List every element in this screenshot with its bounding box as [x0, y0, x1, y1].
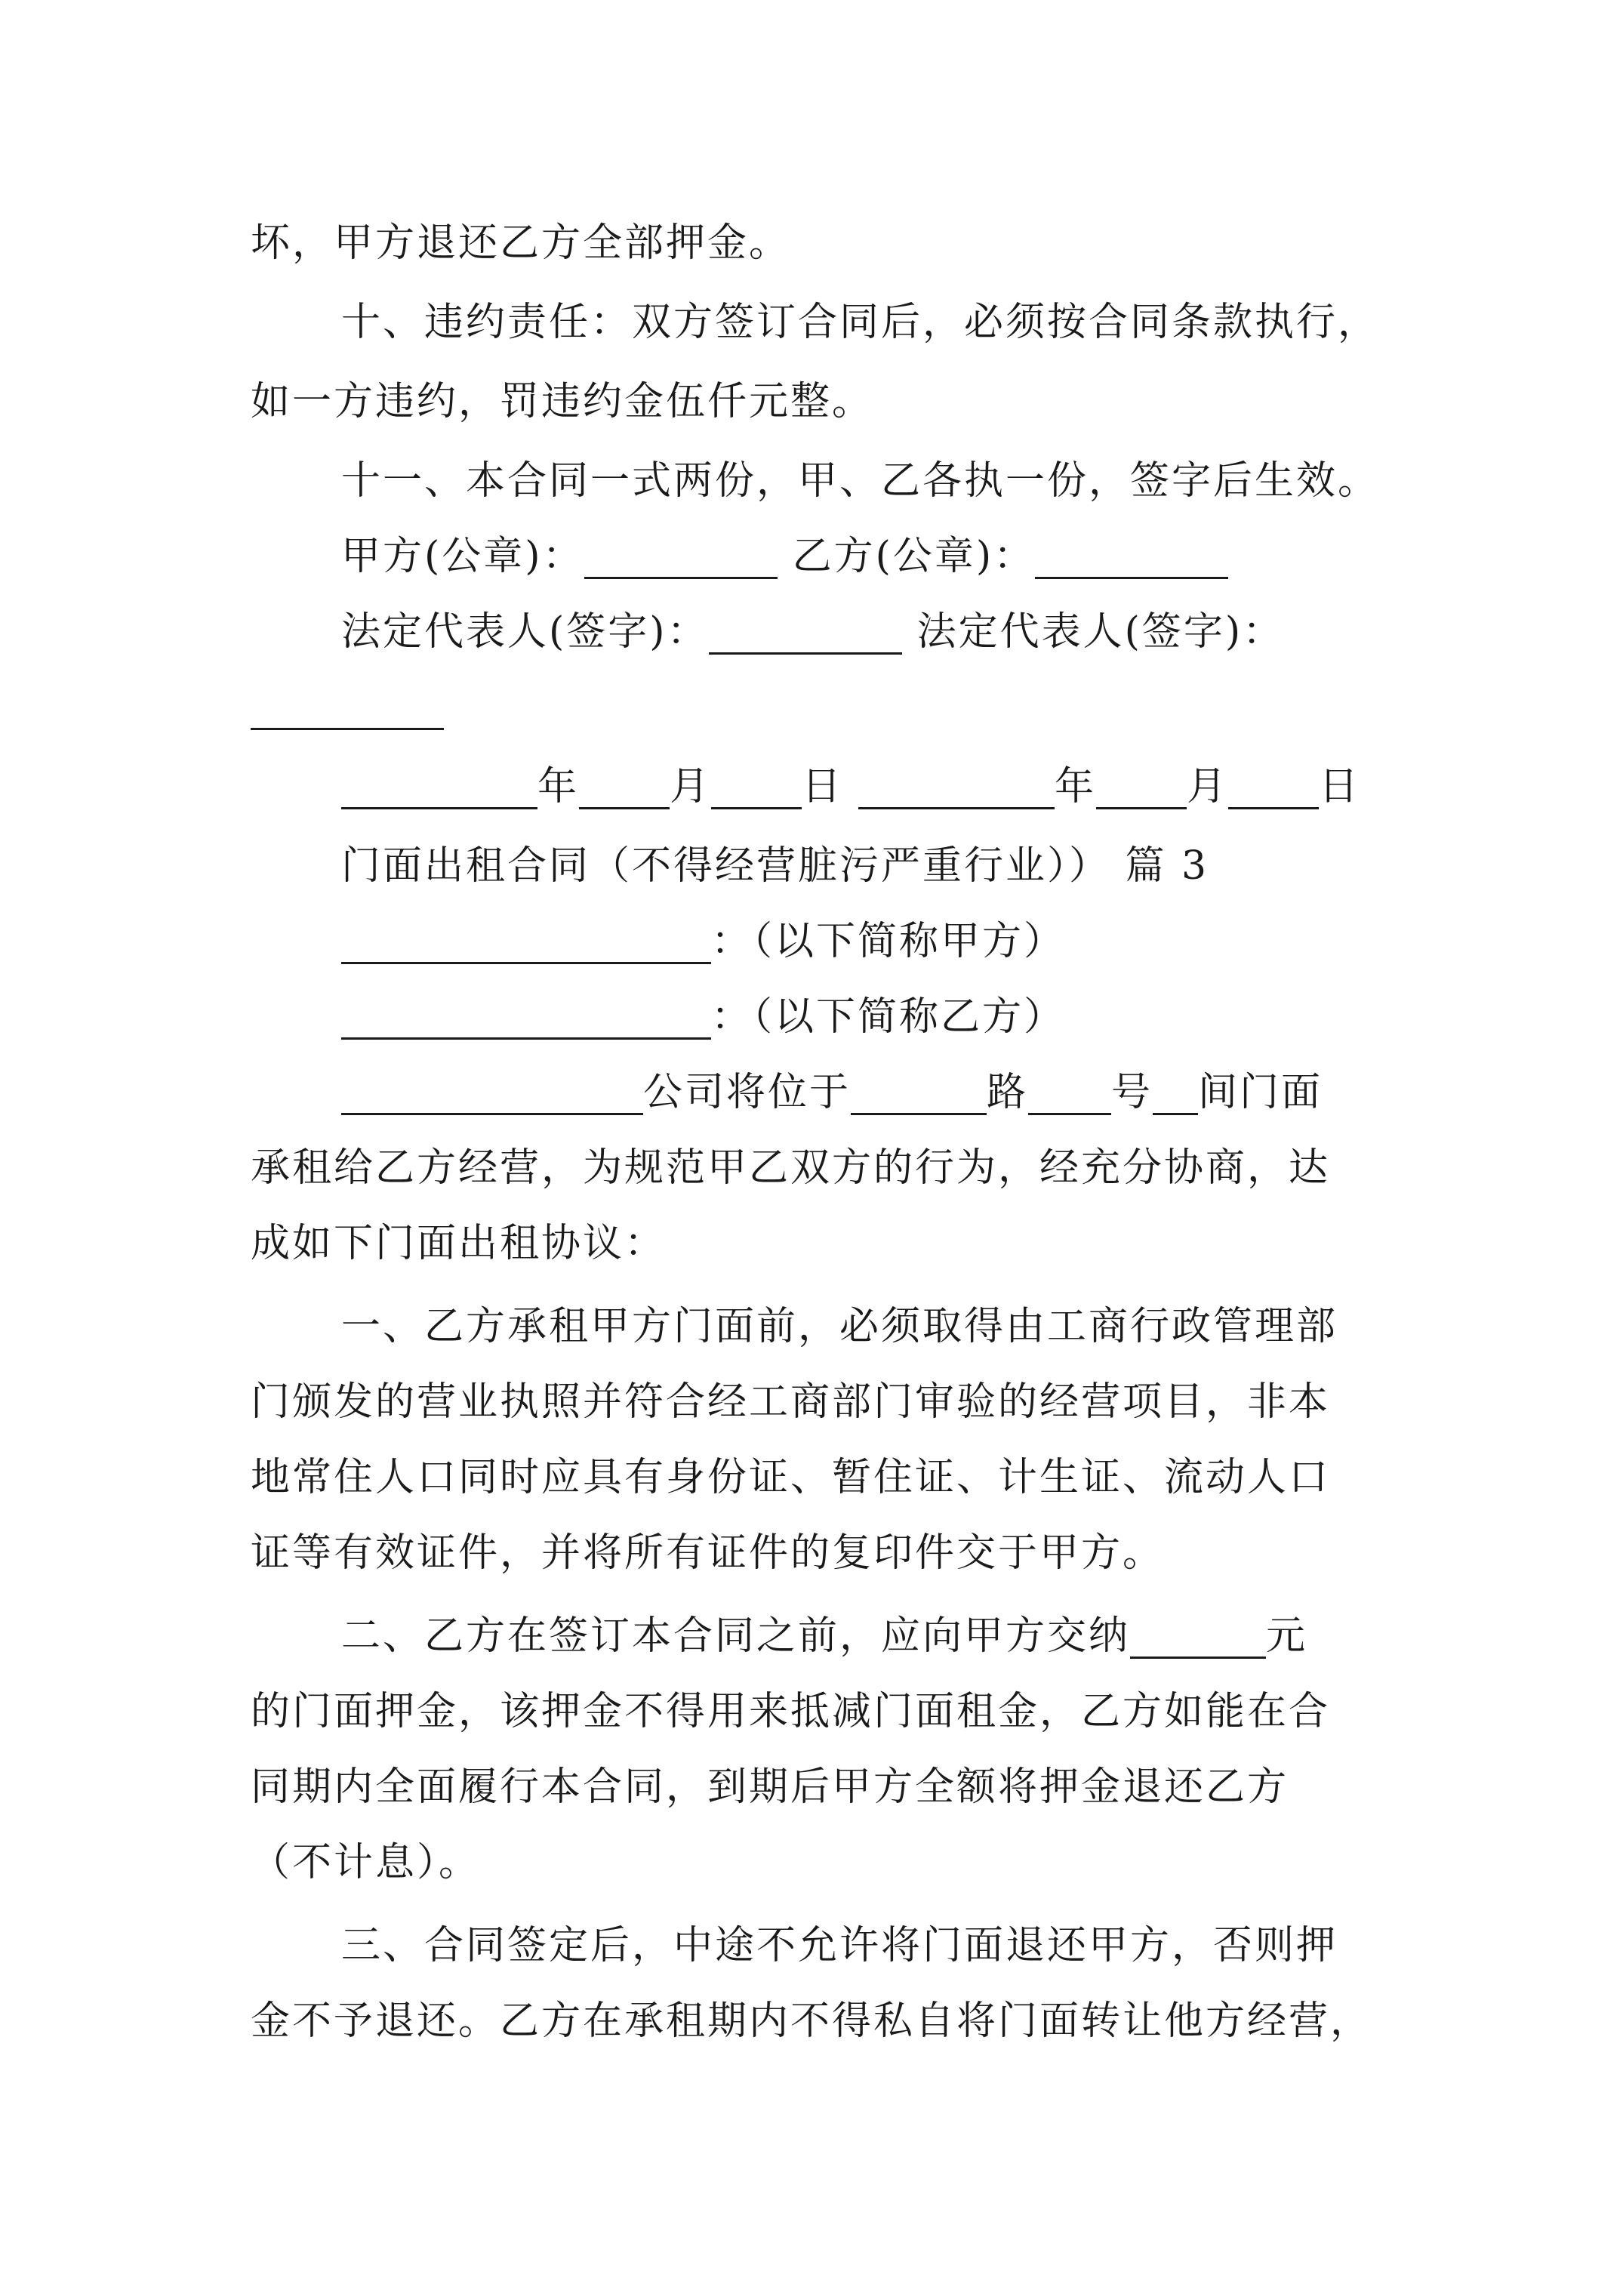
party-b-intro-line: [341, 994, 1065, 1040]
legal-rep-line: [341, 609, 1284, 655]
year-label: 年: [1055, 764, 1097, 809]
date-b-year-blank: [858, 769, 1055, 809]
road-blank: [851, 1075, 987, 1115]
party-b-seal-blank: [1035, 539, 1228, 579]
clause-2-line-3: 同期内全面履行本合同，到期后甲方全额将押金退还乙方: [251, 1764, 1289, 1810]
party-a-seal-blank: [584, 539, 778, 579]
date-line: [341, 764, 1360, 809]
company-text: 公司将位于: [643, 1070, 852, 1115]
legal-rep-b-blank: [251, 690, 444, 730]
legal-rep-a-blank: [709, 615, 902, 655]
party-a-intro-line: [341, 919, 1065, 964]
party-b-seal-label: 乙方(公章)：: [792, 534, 1036, 579]
clause-2-line-4: （不计息）。: [251, 1840, 481, 1885]
date-a-day-blank: [711, 769, 802, 809]
party-a-intro: ：（以下简称甲方）: [711, 919, 1066, 964]
month-label: 月: [1187, 764, 1229, 809]
location-line: [341, 1070, 1323, 1115]
road-text: 路: [987, 1070, 1029, 1115]
date-a-year-blank: [341, 769, 537, 809]
yuan-text: 元: [1266, 1613, 1308, 1659]
legal-rep-b-blank-line: [251, 685, 444, 730]
year-label: 年: [537, 764, 580, 809]
day-label: 日: [802, 764, 844, 809]
clause-11-line: 十一、本合同一式两份，甲、乙各执一份，签字后生效。: [341, 458, 1380, 504]
paragraph-line: 成如下门面出租协议：: [251, 1221, 667, 1266]
room-text: 间门面: [1198, 1070, 1323, 1115]
number-text: 号: [1111, 1070, 1153, 1115]
room-blank: [1153, 1075, 1198, 1115]
seal-line: [341, 534, 1228, 579]
party-b-intro: ：（以下简称乙方）: [711, 994, 1066, 1040]
clause-10-line-1: 十、违约责任：双方签订合同后，必须按合同条款执行，: [341, 300, 1380, 345]
section-title: 门面出租合同（不得经营脏污严重行业）） 篇 3: [341, 843, 1209, 889]
date-b-month-blank: [1096, 769, 1187, 809]
company-name-blank: [341, 1075, 643, 1115]
number-blank: [1028, 1075, 1111, 1115]
clause-3-line-1: 三、合同签定后，中途不允许将门面退还甲方，否则押: [341, 1923, 1338, 1968]
clause-10-line-2: 如一方违约，罚违约金伍仟元整。: [251, 379, 874, 424]
clause-1-line-1: 一、乙方承租甲方门面前，必须取得由工商行政管理部: [341, 1304, 1338, 1349]
month-label: 月: [670, 764, 712, 809]
legal-rep-a-label: 法定代表人(签字)：: [341, 609, 709, 655]
paragraph-line: 承租给乙方经营，为规范甲乙双方的行为，经充分协商，达: [251, 1145, 1331, 1191]
party-b-name-blank: [341, 1000, 711, 1040]
clause-2-line-2: 的门面押金，该押金不得用来抵减门面租金，乙方如能在合: [251, 1689, 1331, 1734]
paragraph-line: 坏，甲方退还乙方全部押金。: [251, 220, 791, 266]
date-b-day-blank: [1228, 769, 1319, 809]
clause-2-line-1: [341, 1613, 1307, 1659]
clause-3-line-2: 金不予退还。乙方在承租期内不得私自将门面转让他方经营，: [251, 1999, 1372, 2044]
clause-1-line-3: 地常住人口同时应具有身份证、暂住证、计生证、流动人口: [251, 1455, 1331, 1500]
clause-1-line-2: 门颁发的营业执照并符合经工商部门审验的经营项目，非本: [251, 1379, 1331, 1425]
deposit-amount-blank: [1130, 1619, 1266, 1659]
legal-rep-b-label: 法定代表人(签字)：: [916, 609, 1285, 655]
party-a-name-blank: [341, 924, 711, 964]
deposit-text: 二、乙方在签订本合同之前，应向甲方交纳: [341, 1613, 1131, 1659]
clause-1-line-4: 证等有效证件，并将所有证件的复印件交于甲方。: [251, 1530, 1165, 1576]
day-label: 日: [1319, 764, 1361, 809]
date-a-month-blank: [579, 769, 670, 809]
party-a-seal-label: 甲方(公章)：: [341, 534, 584, 579]
